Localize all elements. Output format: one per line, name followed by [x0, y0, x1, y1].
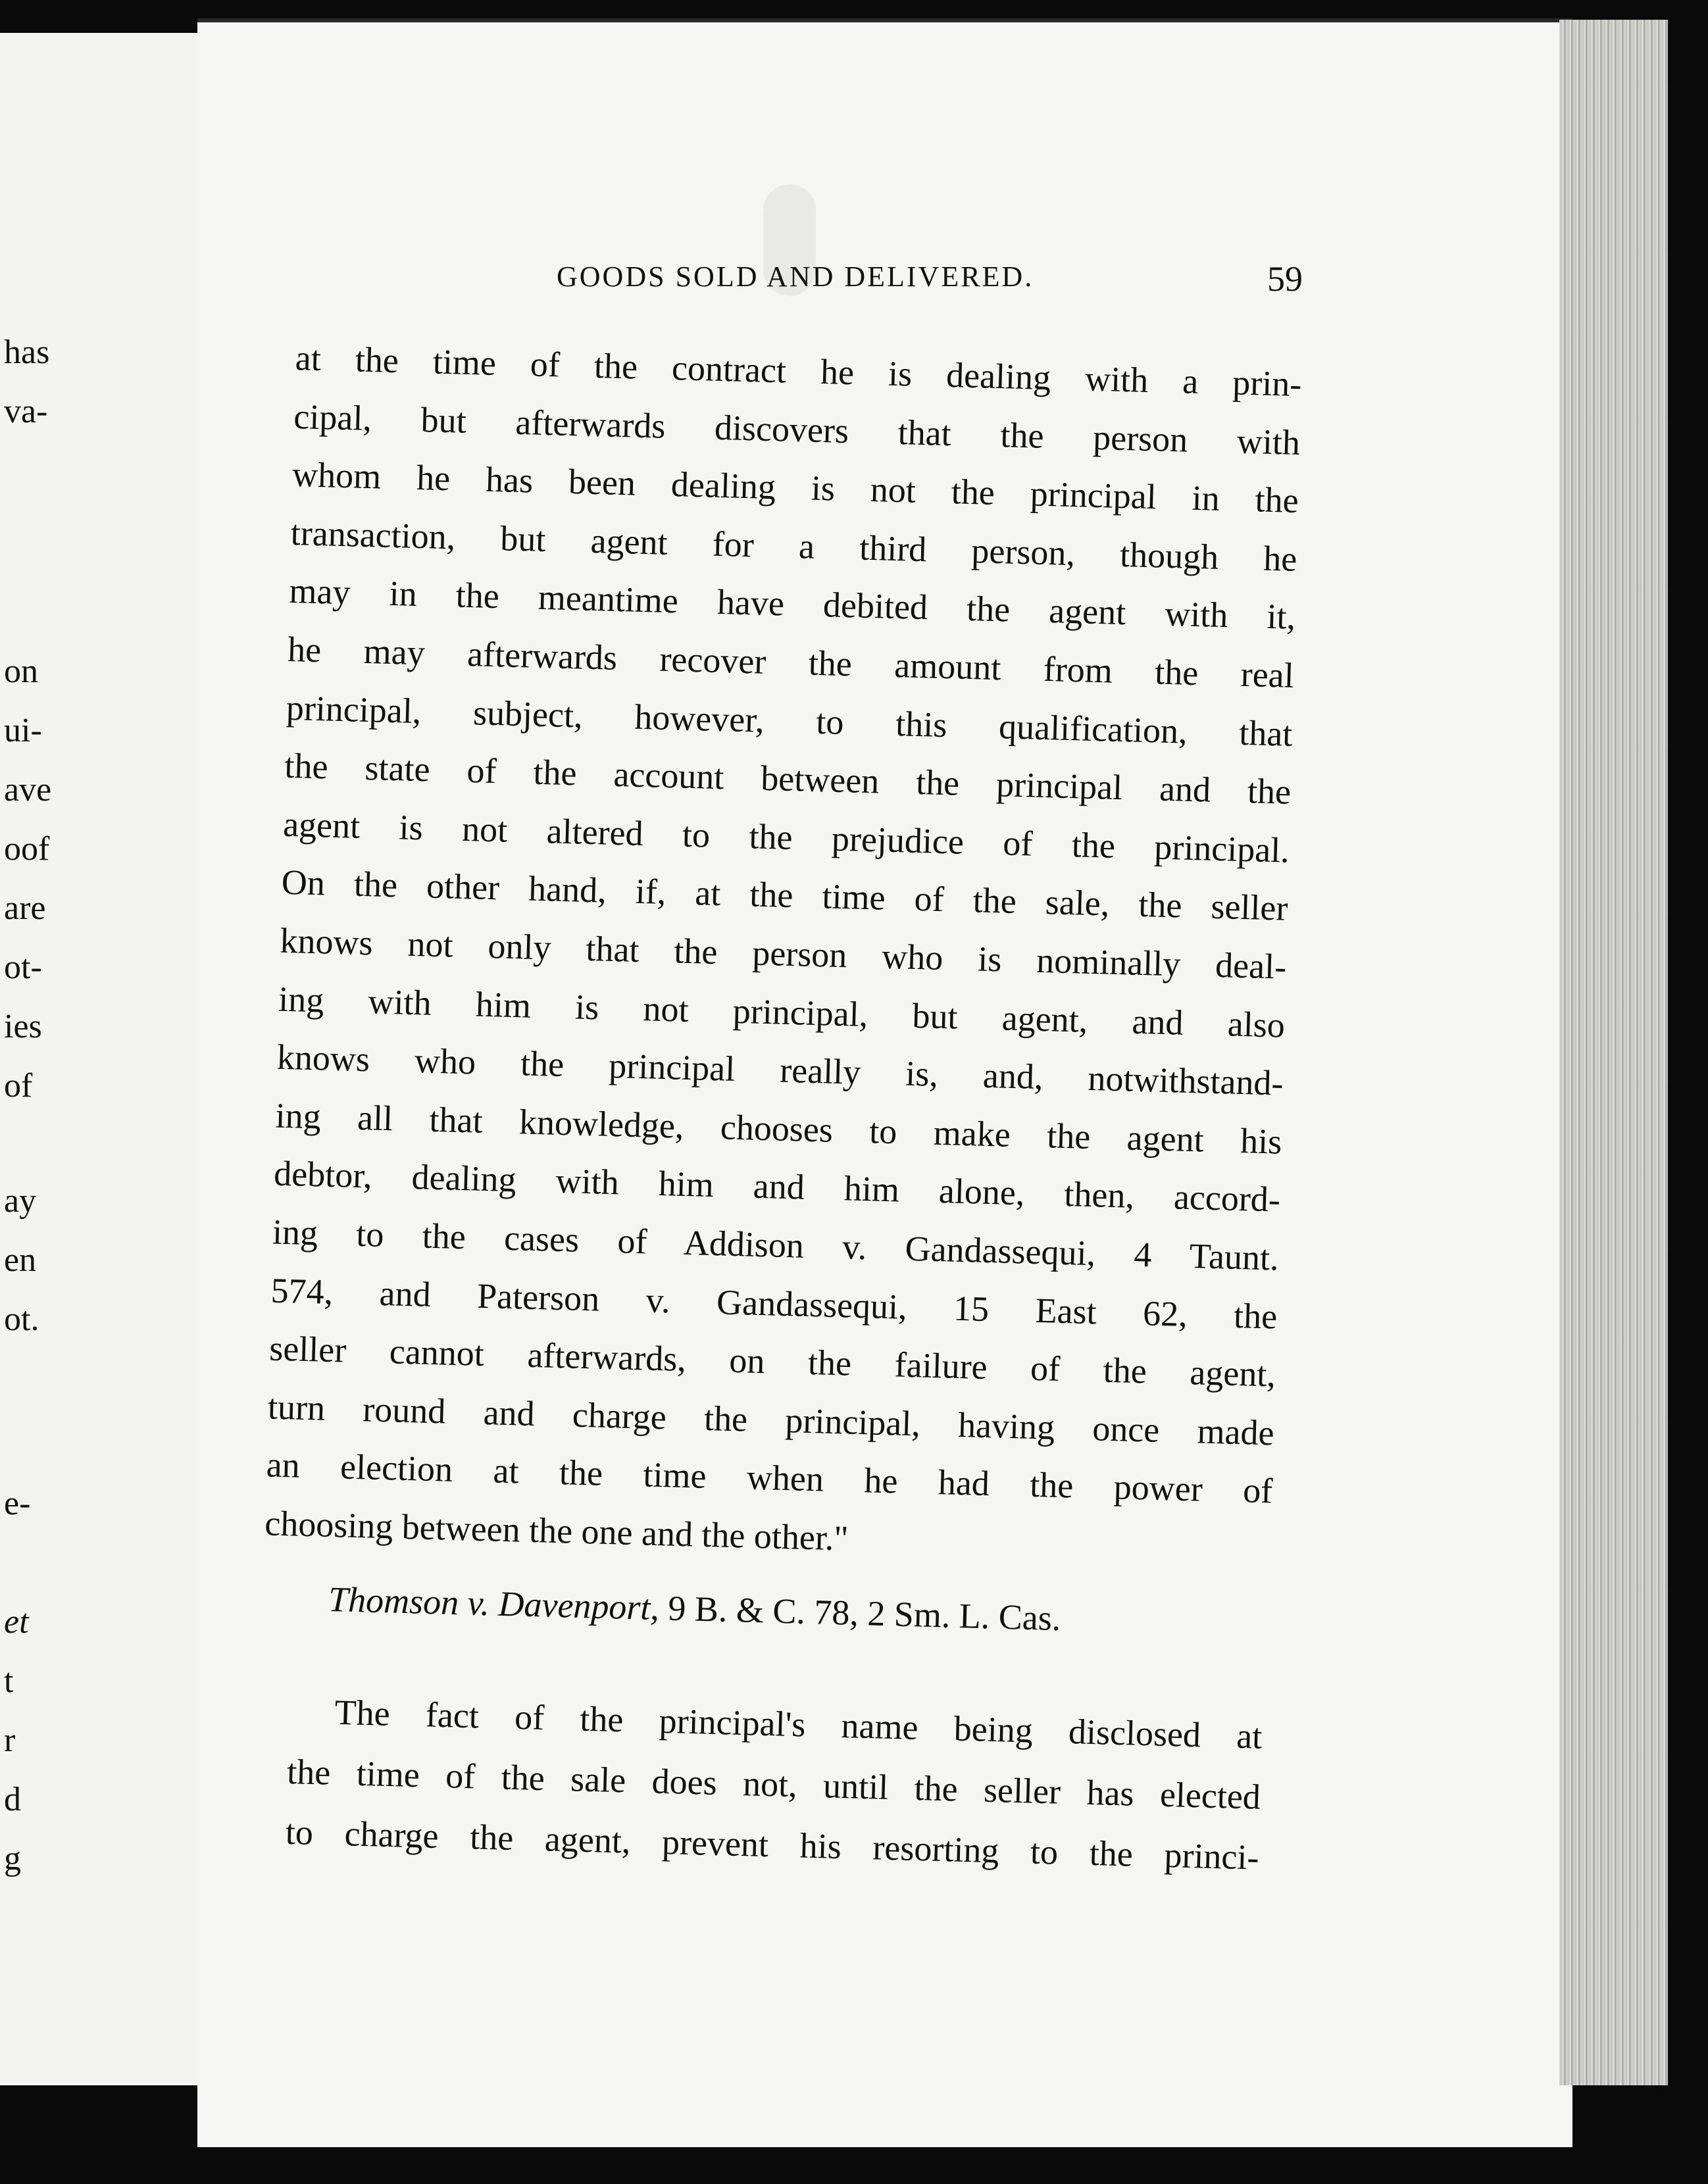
- text-line: On the other hand, if, at the time of the sale, the seller: [281, 862, 1289, 929]
- running-header: [557, 259, 1307, 299]
- text-line: turn round and charge the principal, having once made: [267, 1387, 1275, 1453]
- left-fragment: ot-: [4, 949, 42, 986]
- text-line: to charge the agent, prevent his resorting to the princi-: [285, 1812, 1260, 1877]
- left-fragment: t: [4, 1662, 14, 1700]
- text-line: ing with him is not principal, but agent, and also: [278, 979, 1286, 1045]
- left-fragment: g: [4, 1840, 21, 1877]
- left-fragment: ies: [4, 1008, 42, 1045]
- text-line: The fact of the principal's name being disclosed at: [334, 1692, 1263, 1756]
- left-fragment: ay: [4, 1182, 37, 1220]
- text-line: ing to the cases of Addison v. Gandassequi, 4 Taunt.: [272, 1212, 1280, 1278]
- text-line: at the time of the contract he is dealing with a prin-: [295, 337, 1303, 405]
- text-line: ing all that knowledge, chooses to make the agent his: [274, 1095, 1282, 1162]
- left-fragment: ui-: [4, 712, 42, 749]
- text-line: knows not only that the person who is nominally deal-: [279, 920, 1287, 987]
- left-fragment: en: [4, 1241, 37, 1279]
- text-line: 574, and Paterson v. Gandassequi, 15 East 62, the: [270, 1270, 1278, 1337]
- previous-page-edge: [0, 33, 207, 2085]
- text-line: debtor, dealing with him and him alone, then, accord-: [273, 1153, 1281, 1220]
- left-fragment: va-: [4, 393, 48, 430]
- paragraph: [285, 1681, 1263, 1888]
- book-page-edges: [1559, 20, 1668, 2085]
- left-fragment: ot.: [4, 1301, 39, 1338]
- text-line: the state of the account between the principal and the: [284, 745, 1292, 812]
- text-line: he may afterwards recover the amount from the real: [287, 629, 1295, 695]
- text-line: whom he has been dealing is not the principal in the: [291, 455, 1299, 521]
- text-line: may in the meantime have debited the agent with it,: [288, 571, 1296, 637]
- case-name: Thomson v. Davenport,: [328, 1579, 660, 1628]
- left-fragment: on: [4, 653, 38, 690]
- text-line: knows who the principal really is, and, notwithstand-: [276, 1037, 1284, 1103]
- text-line: cipal, but afterwards discovers that the person with: [293, 396, 1301, 462]
- left-fragment: ave: [4, 771, 52, 808]
- case-reference: 9 B. & C. 78, 2 Sm. L. Cas.: [659, 1588, 1062, 1639]
- left-fragment: are: [4, 889, 46, 927]
- left-fragment: oof: [4, 830, 50, 868]
- left-fragment: of: [4, 1067, 33, 1104]
- text-line: choosing between the one and the other.": [264, 1503, 849, 1558]
- left-fragment: et: [4, 1603, 29, 1641]
- left-fragment: e-: [4, 1485, 31, 1522]
- page-number: 59: [1267, 259, 1303, 299]
- text-line: the time of the sale does not, until the seller has elected: [286, 1751, 1261, 1817]
- left-fragment: has: [4, 334, 50, 371]
- text-line: agent is not altered to the prejudice of the principal.: [282, 804, 1290, 870]
- quoted-passage: [264, 329, 1302, 1579]
- text-line: seller cannot afterwards, on the failure of the agent,: [268, 1328, 1276, 1395]
- text-line: principal, subject, however, to this qualification, that: [286, 687, 1294, 754]
- text-line: transaction, but agent for a third person, though he: [290, 512, 1298, 579]
- left-fragment: r: [4, 1722, 16, 1759]
- left-fragment: d: [4, 1781, 21, 1818]
- running-title: GOODS SOLD AND DELIVERED.: [557, 261, 1034, 293]
- text-line: an election at the time when he had the power of: [265, 1445, 1274, 1511]
